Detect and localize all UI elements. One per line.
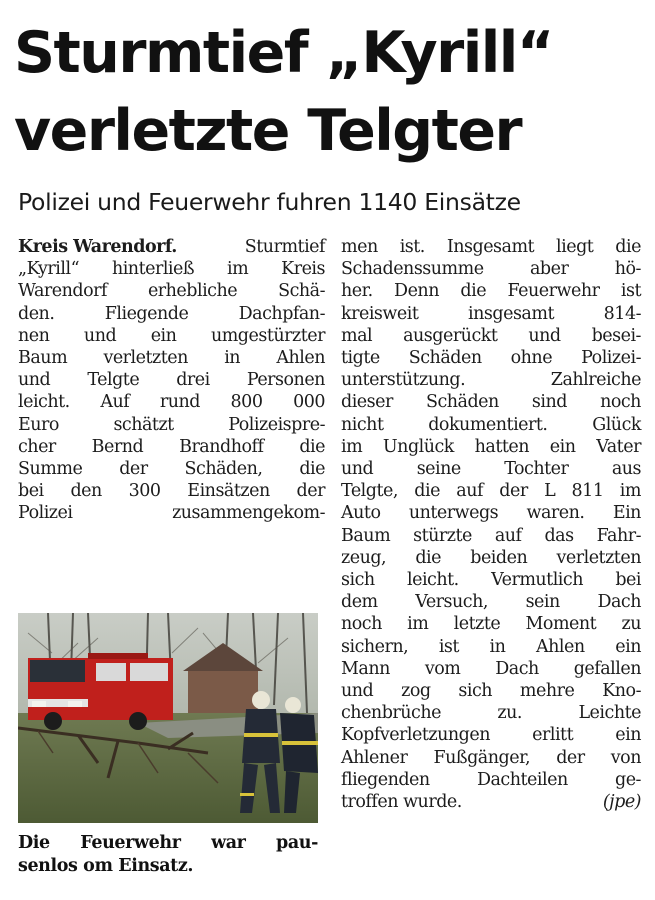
word: im — [341, 436, 363, 457]
word: besei- — [591, 325, 641, 346]
word: schätzt — [113, 414, 174, 435]
fire-truck-photo — [18, 613, 318, 823]
word: erhebliche — [147, 281, 238, 302]
text-line — [18, 458, 325, 480]
article-column-left — [18, 236, 325, 525]
word: bei — [18, 481, 44, 502]
word: hatten — [474, 436, 530, 457]
word: noch — [600, 392, 641, 413]
word: Ein — [612, 503, 641, 524]
word: Denn — [394, 281, 439, 302]
word: drei — [176, 370, 210, 391]
word: den. — [18, 303, 55, 324]
word: und — [341, 681, 374, 702]
word: letzte — [453, 614, 501, 635]
text-fragment: troffen wurde. — [341, 792, 462, 813]
word: leicht. — [18, 392, 70, 413]
headline-line-2: verletzte Telgter — [14, 98, 522, 164]
text-line — [18, 414, 325, 436]
word: von — [610, 747, 641, 768]
word: Euro — [18, 414, 59, 435]
fire-truck — [28, 653, 173, 730]
text-line — [341, 724, 641, 746]
word: sein — [525, 592, 560, 613]
word: dokumentiert. — [428, 414, 548, 435]
word: verletzten — [103, 348, 188, 369]
word: mal — [341, 325, 373, 346]
text-line — [18, 325, 325, 347]
word: noch — [341, 614, 382, 635]
word: und — [18, 370, 51, 391]
word: beiden — [470, 547, 528, 568]
text-line — [18, 391, 325, 413]
word: chenbrüche — [341, 703, 441, 724]
word: Die — [18, 833, 50, 853]
word: Vater — [596, 436, 641, 457]
word: Summe — [18, 459, 83, 480]
word: unterstützung. — [341, 370, 466, 391]
word: Polizei — [18, 503, 73, 524]
word: Bernd — [91, 436, 144, 457]
word: Einsätzen — [187, 481, 270, 502]
word: hö- — [614, 259, 641, 280]
word: Telgte, — [341, 481, 398, 502]
text-fragment: Sturmtief — [244, 237, 325, 257]
text-line — [18, 303, 325, 325]
word: Ahlener — [341, 747, 408, 768]
word: die — [414, 481, 440, 502]
word: Mann — [341, 658, 390, 679]
word: bei — [615, 570, 641, 591]
word: dieser — [341, 392, 393, 413]
subheadline: Polizei und Feuerwehr fuhren 1140 Einsätze — [18, 188, 521, 216]
text-line — [18, 369, 325, 391]
word: die — [299, 436, 325, 457]
text-line — [341, 303, 641, 325]
word: auf — [456, 481, 483, 502]
text-line — [18, 502, 325, 524]
word: insgesamt — [468, 303, 554, 324]
word: ein — [615, 636, 641, 657]
word: Unglück — [382, 436, 454, 457]
word: im — [227, 259, 249, 280]
word: zu — [621, 614, 641, 635]
word: sichern, — [341, 636, 409, 657]
word: Brandhoff — [179, 436, 264, 457]
word: ist. — [399, 237, 425, 257]
article-photo — [18, 613, 318, 823]
word: Fußgänger, — [433, 747, 531, 768]
word: und — [83, 325, 117, 346]
word: unterwegs — [408, 503, 499, 524]
word: L — [544, 481, 556, 502]
word: Kno- — [602, 681, 641, 702]
headline — [14, 14, 644, 170]
text-line — [18, 480, 325, 502]
article-column-right — [341, 236, 641, 813]
word: Vermutlich — [491, 570, 583, 591]
word: Fliegende — [104, 303, 189, 324]
word: zeug, — [341, 547, 387, 568]
word: Auto — [341, 503, 381, 524]
word: ausgerückt — [403, 325, 498, 346]
word: der — [296, 481, 325, 502]
word: zu. — [497, 703, 522, 724]
text-line — [18, 236, 325, 258]
text-line — [341, 458, 641, 480]
text-line — [341, 369, 641, 391]
word: Schadenssumme — [341, 259, 484, 280]
word: auf — [494, 525, 522, 546]
word: Schäden — [425, 392, 499, 413]
word: mehre — [519, 681, 575, 702]
word: fliegenden — [341, 769, 430, 790]
text-line — [18, 436, 325, 458]
word: ist — [438, 636, 459, 657]
text-line — [341, 347, 641, 369]
text-line — [341, 769, 641, 791]
dateline: Kreis Warendorf. — [18, 237, 177, 257]
word: ge- — [615, 769, 641, 790]
word: kreisweit — [341, 303, 419, 324]
word: verletzten — [556, 547, 641, 568]
word: gefallen — [573, 658, 641, 679]
word: zusammengekom- — [172, 503, 325, 524]
word: tigte — [341, 348, 380, 369]
text-line — [18, 280, 325, 302]
text-line — [341, 747, 641, 769]
word: seine — [416, 459, 461, 480]
word: ist — [620, 281, 641, 302]
word: ein — [549, 436, 576, 457]
word: 811 — [571, 481, 604, 502]
word: Leichte — [578, 703, 641, 724]
word: Dach — [597, 592, 641, 613]
word: Glück — [592, 414, 641, 435]
text-line — [341, 414, 641, 436]
text-line — [341, 591, 641, 613]
text-line — [341, 525, 641, 547]
word: Zahlreiche — [550, 370, 641, 391]
word: Dach — [495, 658, 539, 679]
word: im — [619, 481, 641, 502]
word: aus — [611, 459, 641, 480]
text-line — [18, 258, 325, 280]
word: Schäden — [408, 348, 482, 369]
word: dem — [341, 592, 378, 613]
word: 814- — [603, 303, 641, 324]
word: Schä- — [278, 281, 325, 302]
text-line — [18, 347, 325, 369]
word: men — [341, 237, 378, 257]
word: 000 — [293, 392, 325, 413]
word: liegt — [556, 237, 594, 257]
word: Insgesamt — [446, 237, 535, 257]
word: nen — [18, 325, 50, 346]
byline: (jpe) — [602, 792, 641, 813]
word: die — [415, 547, 442, 568]
text-line — [341, 236, 641, 258]
word: 300 — [128, 481, 161, 502]
word: sich — [458, 681, 493, 702]
caption-line-2: senlos om Einsatz. — [18, 855, 194, 876]
word: „Kyrill“ — [18, 259, 80, 280]
word: in — [489, 636, 506, 657]
word: stürzte — [413, 525, 472, 546]
word: der — [556, 747, 585, 768]
word: Warendorf — [18, 281, 107, 302]
word: Personen — [246, 370, 325, 391]
word: sind — [531, 392, 567, 413]
word: der — [499, 481, 528, 502]
word: Polizei- — [581, 348, 641, 369]
text-line — [341, 502, 641, 524]
text-line — [341, 636, 641, 658]
word: Polizeispre- — [228, 414, 325, 435]
word: Dachteilen — [476, 769, 568, 790]
word: Ahlen — [276, 348, 325, 369]
word: cher — [18, 436, 56, 457]
word: Moment — [525, 614, 597, 635]
word: zog — [401, 681, 431, 702]
word: Dachpfan- — [238, 303, 325, 324]
word: 800 — [230, 392, 263, 413]
word: Baum — [18, 348, 68, 369]
word: Feuerwehr — [507, 281, 600, 302]
text-line — [341, 258, 641, 280]
word: aber — [530, 259, 569, 280]
word: her. — [341, 281, 373, 302]
word: die — [460, 281, 487, 302]
word: den — [70, 481, 102, 502]
text-line — [341, 325, 641, 347]
word: und — [341, 459, 374, 480]
word: rund — [159, 392, 200, 413]
word: die — [299, 459, 325, 480]
text-line — [341, 280, 641, 302]
text-line — [341, 436, 641, 458]
word: leicht. — [407, 570, 459, 591]
word: waren. — [526, 503, 585, 524]
headline-line-1: Sturmtief „Kyrill“ — [14, 20, 553, 86]
text-line — [341, 569, 641, 591]
word: ohne — [510, 348, 553, 369]
word: pau- — [276, 833, 318, 853]
word: Tochter — [504, 459, 569, 480]
word: Auf — [100, 392, 130, 413]
word: ein — [615, 725, 641, 746]
word: Feuerwehr — [80, 833, 181, 853]
text-line — [341, 791, 641, 813]
word: Ahlen — [536, 636, 585, 657]
text-line — [341, 680, 641, 702]
word: im — [407, 614, 429, 635]
word: die — [615, 237, 641, 257]
word: Kopfverletzungen — [341, 725, 491, 746]
text-line — [341, 658, 641, 680]
text-line — [341, 391, 641, 413]
caption-line-1 — [18, 832, 318, 855]
word: nicht — [341, 414, 384, 435]
word: umgestürzter — [210, 325, 325, 346]
word: Telgte — [87, 370, 140, 391]
word: vom — [424, 658, 461, 679]
word: hinterließ — [111, 259, 195, 280]
word: war — [211, 833, 246, 853]
photo-caption — [18, 832, 318, 877]
word: der — [119, 459, 148, 480]
word: Baum — [341, 525, 391, 546]
word: sich — [341, 570, 375, 591]
word: das — [544, 525, 574, 546]
word: Schäden, — [184, 459, 263, 480]
word: ein — [150, 325, 177, 346]
word: und — [528, 325, 561, 346]
word: Kreis — [281, 259, 325, 280]
text-line — [341, 480, 641, 502]
text-line — [341, 613, 641, 635]
word: erlitt — [532, 725, 574, 746]
text-line — [341, 702, 641, 724]
word: in — [224, 348, 241, 369]
text-line — [341, 547, 641, 569]
word: Versuch, — [415, 592, 488, 613]
word: Fahr- — [596, 525, 641, 546]
